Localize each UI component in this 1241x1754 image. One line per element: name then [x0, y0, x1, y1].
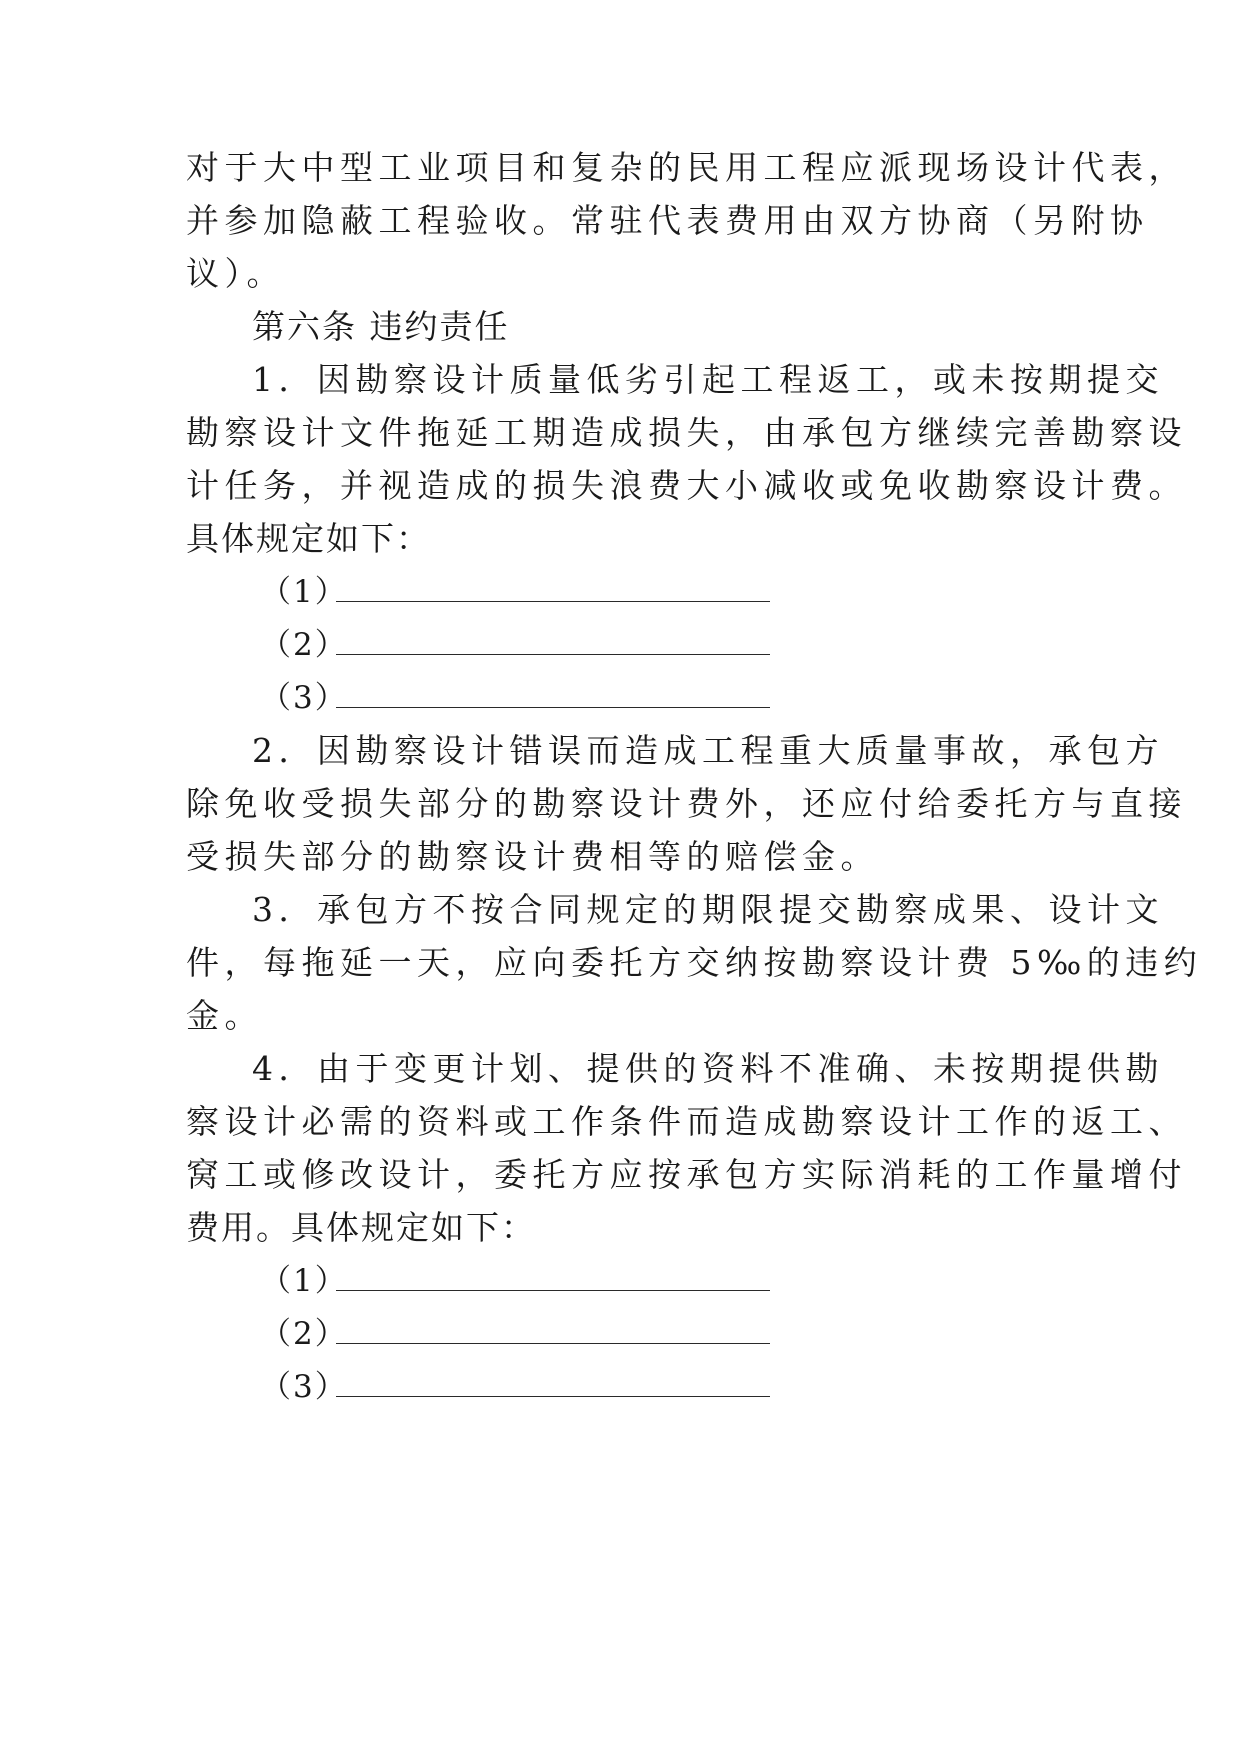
item-number: （1）	[260, 574, 348, 610]
item-number: （2）	[260, 627, 348, 663]
paragraph-line: 金。	[186, 996, 263, 1035]
section-heading: 第六条 违约责任	[252, 307, 510, 346]
item-number: （1）	[260, 1263, 348, 1299]
fill-in-item	[260, 572, 820, 612]
blank-underline	[336, 654, 770, 655]
paragraph-line: 4．由于变更计划、提供的资料不准确、未按期提供勘	[252, 1049, 1164, 1088]
paragraph-line: 3．承包方不按合同规定的期限提交勘察成果、设计文	[252, 890, 1164, 929]
paragraph-line: 计任务，并视造成的损失浪费大小减收或免收勘察设计费。	[186, 466, 1187, 505]
blank-underline	[336, 1396, 770, 1397]
fill-in-item	[260, 1261, 820, 1301]
item-number: （3）	[260, 680, 348, 716]
blank-underline	[336, 601, 770, 602]
paragraph-line: 议）。	[186, 254, 285, 293]
paragraph-line: 对于大中型工业项目和复杂的民用工程应派现场设计代表，	[186, 148, 1187, 187]
paragraph-line: 具体规定如下：	[186, 519, 431, 558]
paragraph-line: 并参加隐蔽工程验收。常驻代表费用由双方协商（另附协	[186, 201, 1149, 240]
fill-in-item	[260, 1314, 820, 1354]
paragraph-line: 勘察设计文件拖延工期造成损失，由承包方继续完善勘察设	[186, 413, 1187, 452]
blank-underline	[336, 1290, 770, 1291]
paragraph-line: 费用。具体规定如下：	[186, 1208, 536, 1247]
fill-in-item	[260, 678, 820, 718]
paragraph-line: 受损失部分的勘察设计费相等的赔偿金。	[186, 837, 879, 876]
fill-in-item	[260, 625, 820, 665]
paragraph-line: 窝工或修改设计，委托方应按承包方实际消耗的工作量增付	[186, 1155, 1187, 1194]
fill-in-item	[260, 1367, 820, 1407]
paragraph-line: 察设计必需的资料或工作条件而造成勘察设计工作的返工、	[186, 1102, 1187, 1141]
paragraph-line: 件，每拖延一天，应向委托方交纳按勘察设计费 5‰的违约	[186, 943, 1203, 982]
item-number: （2）	[260, 1316, 348, 1352]
paragraph-line: 2．因勘察设计错误而造成工程重大质量事故，承包方	[252, 731, 1164, 770]
paragraph-line: 1．因勘察设计质量低劣引起工程返工，或未按期提交	[252, 360, 1164, 399]
item-number: （3）	[260, 1369, 348, 1405]
blank-underline	[336, 707, 770, 708]
blank-underline	[336, 1343, 770, 1344]
paragraph-line: 除免收受损失部分的勘察设计费外，还应付给委托方与直接	[186, 784, 1187, 823]
